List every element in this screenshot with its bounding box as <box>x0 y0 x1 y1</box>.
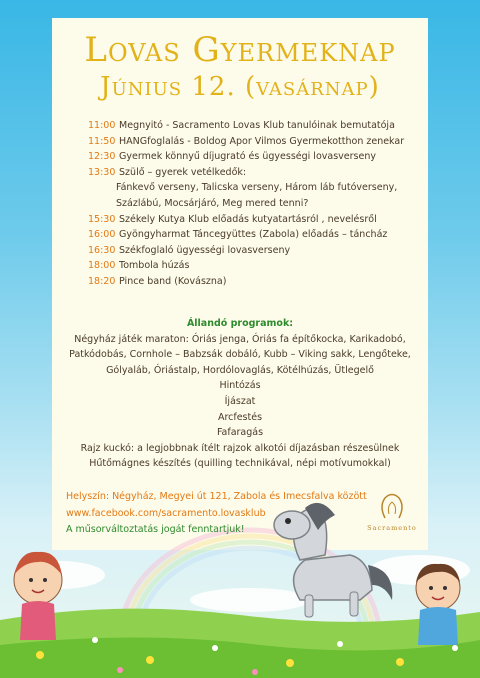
child-right-illustration <box>416 564 460 645</box>
permanent-line: Arcfestés <box>217 411 263 423</box>
location-text: Helyszín: Négyház, Megyei út 121, Zabola és Imecsfalva között <box>66 491 367 502</box>
schedule-time: 16:00 <box>88 229 116 241</box>
schedule-text: Gyermek könnyű díjugrató és ügyességi lovasverseny <box>119 151 376 163</box>
schedule-time: 18:00 <box>88 260 116 272</box>
permanent-line: Íjászat <box>224 395 256 407</box>
schedule-time: 18:20 <box>88 275 116 287</box>
permanent-line: Patkódobás, Cornhole – Babzsák dobáló, Kubb – Viking sakk, Lengőteke, <box>69 349 411 361</box>
permanent-line: Rajz kuckó: a legjobbnak ítélt rajzok alkotói díjazásban részesülnek <box>80 442 400 454</box>
permanent-line: Hűtőmágnes készítés (quilling technikával, népi motívumokkal) <box>89 458 391 470</box>
website-link[interactable]: www.facebook.com/sacramento.lovasklub <box>66 507 266 519</box>
schedule-text: HANGfoglalás - Boldog Apor Vilmos Gyermekotthon zenekar <box>119 135 405 147</box>
permanent-title: Állandó programok: <box>186 318 294 329</box>
horseshoe-logo-icon <box>377 492 407 520</box>
logo-label: Sacramento <box>367 524 417 532</box>
schedule-text: Székely Kutya Klub előadás kutyatartásról , nevelésről <box>119 213 377 225</box>
event-info <box>66 489 367 539</box>
permanent-line: Fafaragás <box>216 427 264 439</box>
schedule-text: Gyöngyharmat Táncegyüttes (Zabola) előadás – táncház <box>119 229 388 241</box>
sacramento-logo <box>356 492 428 538</box>
schedule-time: 13:30 <box>88 166 116 178</box>
schedule-time: 11:00 <box>88 120 116 131</box>
schedule-text: Tombola húzás <box>119 260 190 272</box>
schedule-text: Pince band (Kovászna) <box>119 275 227 287</box>
event-title: Lovas Gyermeknap <box>84 30 396 70</box>
schedule-text: Szülő – gyerek vetélkedők: <box>119 166 247 178</box>
event-date: Június 12. (vasárnap) <box>100 72 380 102</box>
schedule-time: 15:30 <box>88 213 116 225</box>
permanent-line: Négyház játék maraton: Óriás jenga, Óriás fa építőkocka, Karikadobó, <box>74 333 406 345</box>
schedule-subitem: Fánkevő verseny, Talicska verseny, Három láb futóverseny, <box>116 182 398 194</box>
schedule-time: 12:30 <box>88 151 116 163</box>
schedule-subitem: Százlábú, Mocsárjáró, Meg mered tenni? <box>116 197 309 209</box>
permanent-line: Gólyaláb, Óriástalp, Hordólovaglás, Kötélhúzás, Ütlegelő <box>106 364 374 376</box>
schedule-time: 16:30 <box>88 244 116 256</box>
cloud-illustration <box>15 555 470 612</box>
notice-text: A műsorváltoztatás jogát fenntartjuk! <box>66 524 245 535</box>
child-left-illustration <box>14 552 62 640</box>
schedule-text: Székfoglaló ügyességi lovasverseny <box>119 244 291 256</box>
permanent-line: Hintózás <box>219 380 261 392</box>
schedule-time: 11:50 <box>88 135 116 147</box>
schedule-text: Megnyitó - Sacramento Lovas Klub tanulóinak bemutatója <box>119 120 395 131</box>
